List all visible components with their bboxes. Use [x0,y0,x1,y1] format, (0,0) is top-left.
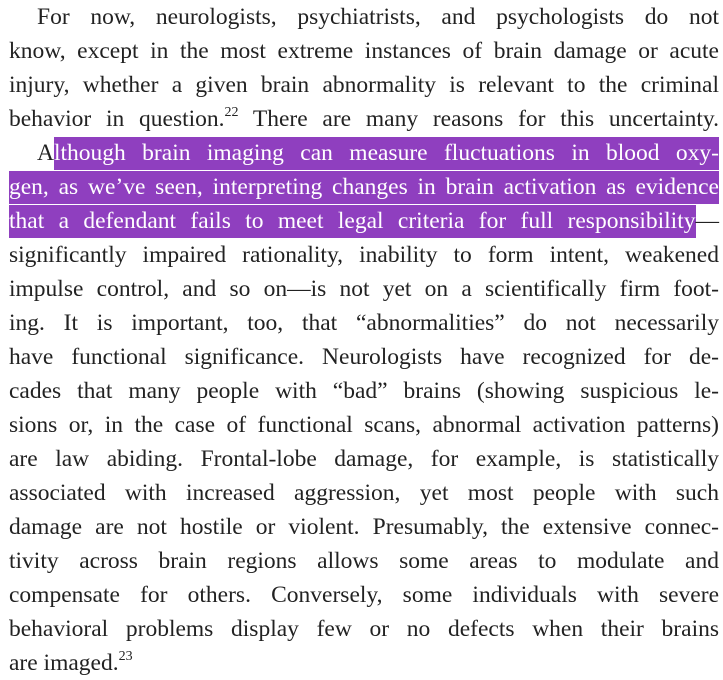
text-highlight[interactable]: lthough brain imaging can measure fluctuations in blood oxy- [54,137,719,170]
text-line [9,136,719,170]
document-page [9,0,719,680]
text-fragment: A [37,140,54,166]
text-line: For now, neurologists, psychiatrists, and psychologists do not [37,4,719,30]
text-fragment: There are many reasons for this uncertainty. [238,106,719,132]
text-line: have functional significance. Neurologists have recognized for de- [9,344,719,370]
text-fragment: — [695,208,719,234]
text-line [9,170,719,204]
footnote-ref-22[interactable]: 22 [224,105,239,121]
text-line: injury, whether a given brain abnormality is relevant to the criminal [9,72,719,98]
paragraph-1 [9,0,719,136]
paragraph-2 [9,136,719,680]
text-line: compensate for others. Conversely, some individuals with severe [9,582,719,608]
text-line: significantly impaired rationality, inability to form intent, weakened [9,242,719,268]
text-line: associated with increased aggression, yet most people with such [9,480,719,506]
text-line: behavioral problems display few or no defects when their brains [9,616,719,642]
text-line: tivity across brain regions allows some areas to modulate and [9,548,719,574]
text-line [9,204,719,238]
text-line: damage are not hostile or violent. Presumably, the extensive connec- [9,514,719,540]
text-line: cades that many people with “bad” brains (showing suspicious le- [9,378,719,404]
text-line: sions or, in the case of functional scans, abnormal activation patterns) [9,412,719,438]
footnote-ref-23[interactable]: 23 [118,649,133,665]
text-line: ing. It is important, too, that “abnormalities” do not necessarily [9,310,719,336]
text-line [9,646,719,680]
text-fragment: are imaged. [9,650,119,676]
text-line: know, except in the most extreme instances of brain damage or acute [9,38,719,64]
text-line: are law abiding. Frontal-lobe damage, for example, is statistically [9,446,719,472]
text-fragment: behavior in question. [9,106,225,132]
text-line: impulse control, and so on—is not yet on a scientifically firm foot- [9,276,719,302]
text-highlight[interactable]: that a defendant fails to meet legal criteria for full responsibility [9,205,696,238]
text-line [9,102,719,136]
text-highlight[interactable]: gen, as we’ve seen, interpreting changes in brain activation as evidence [9,171,719,204]
